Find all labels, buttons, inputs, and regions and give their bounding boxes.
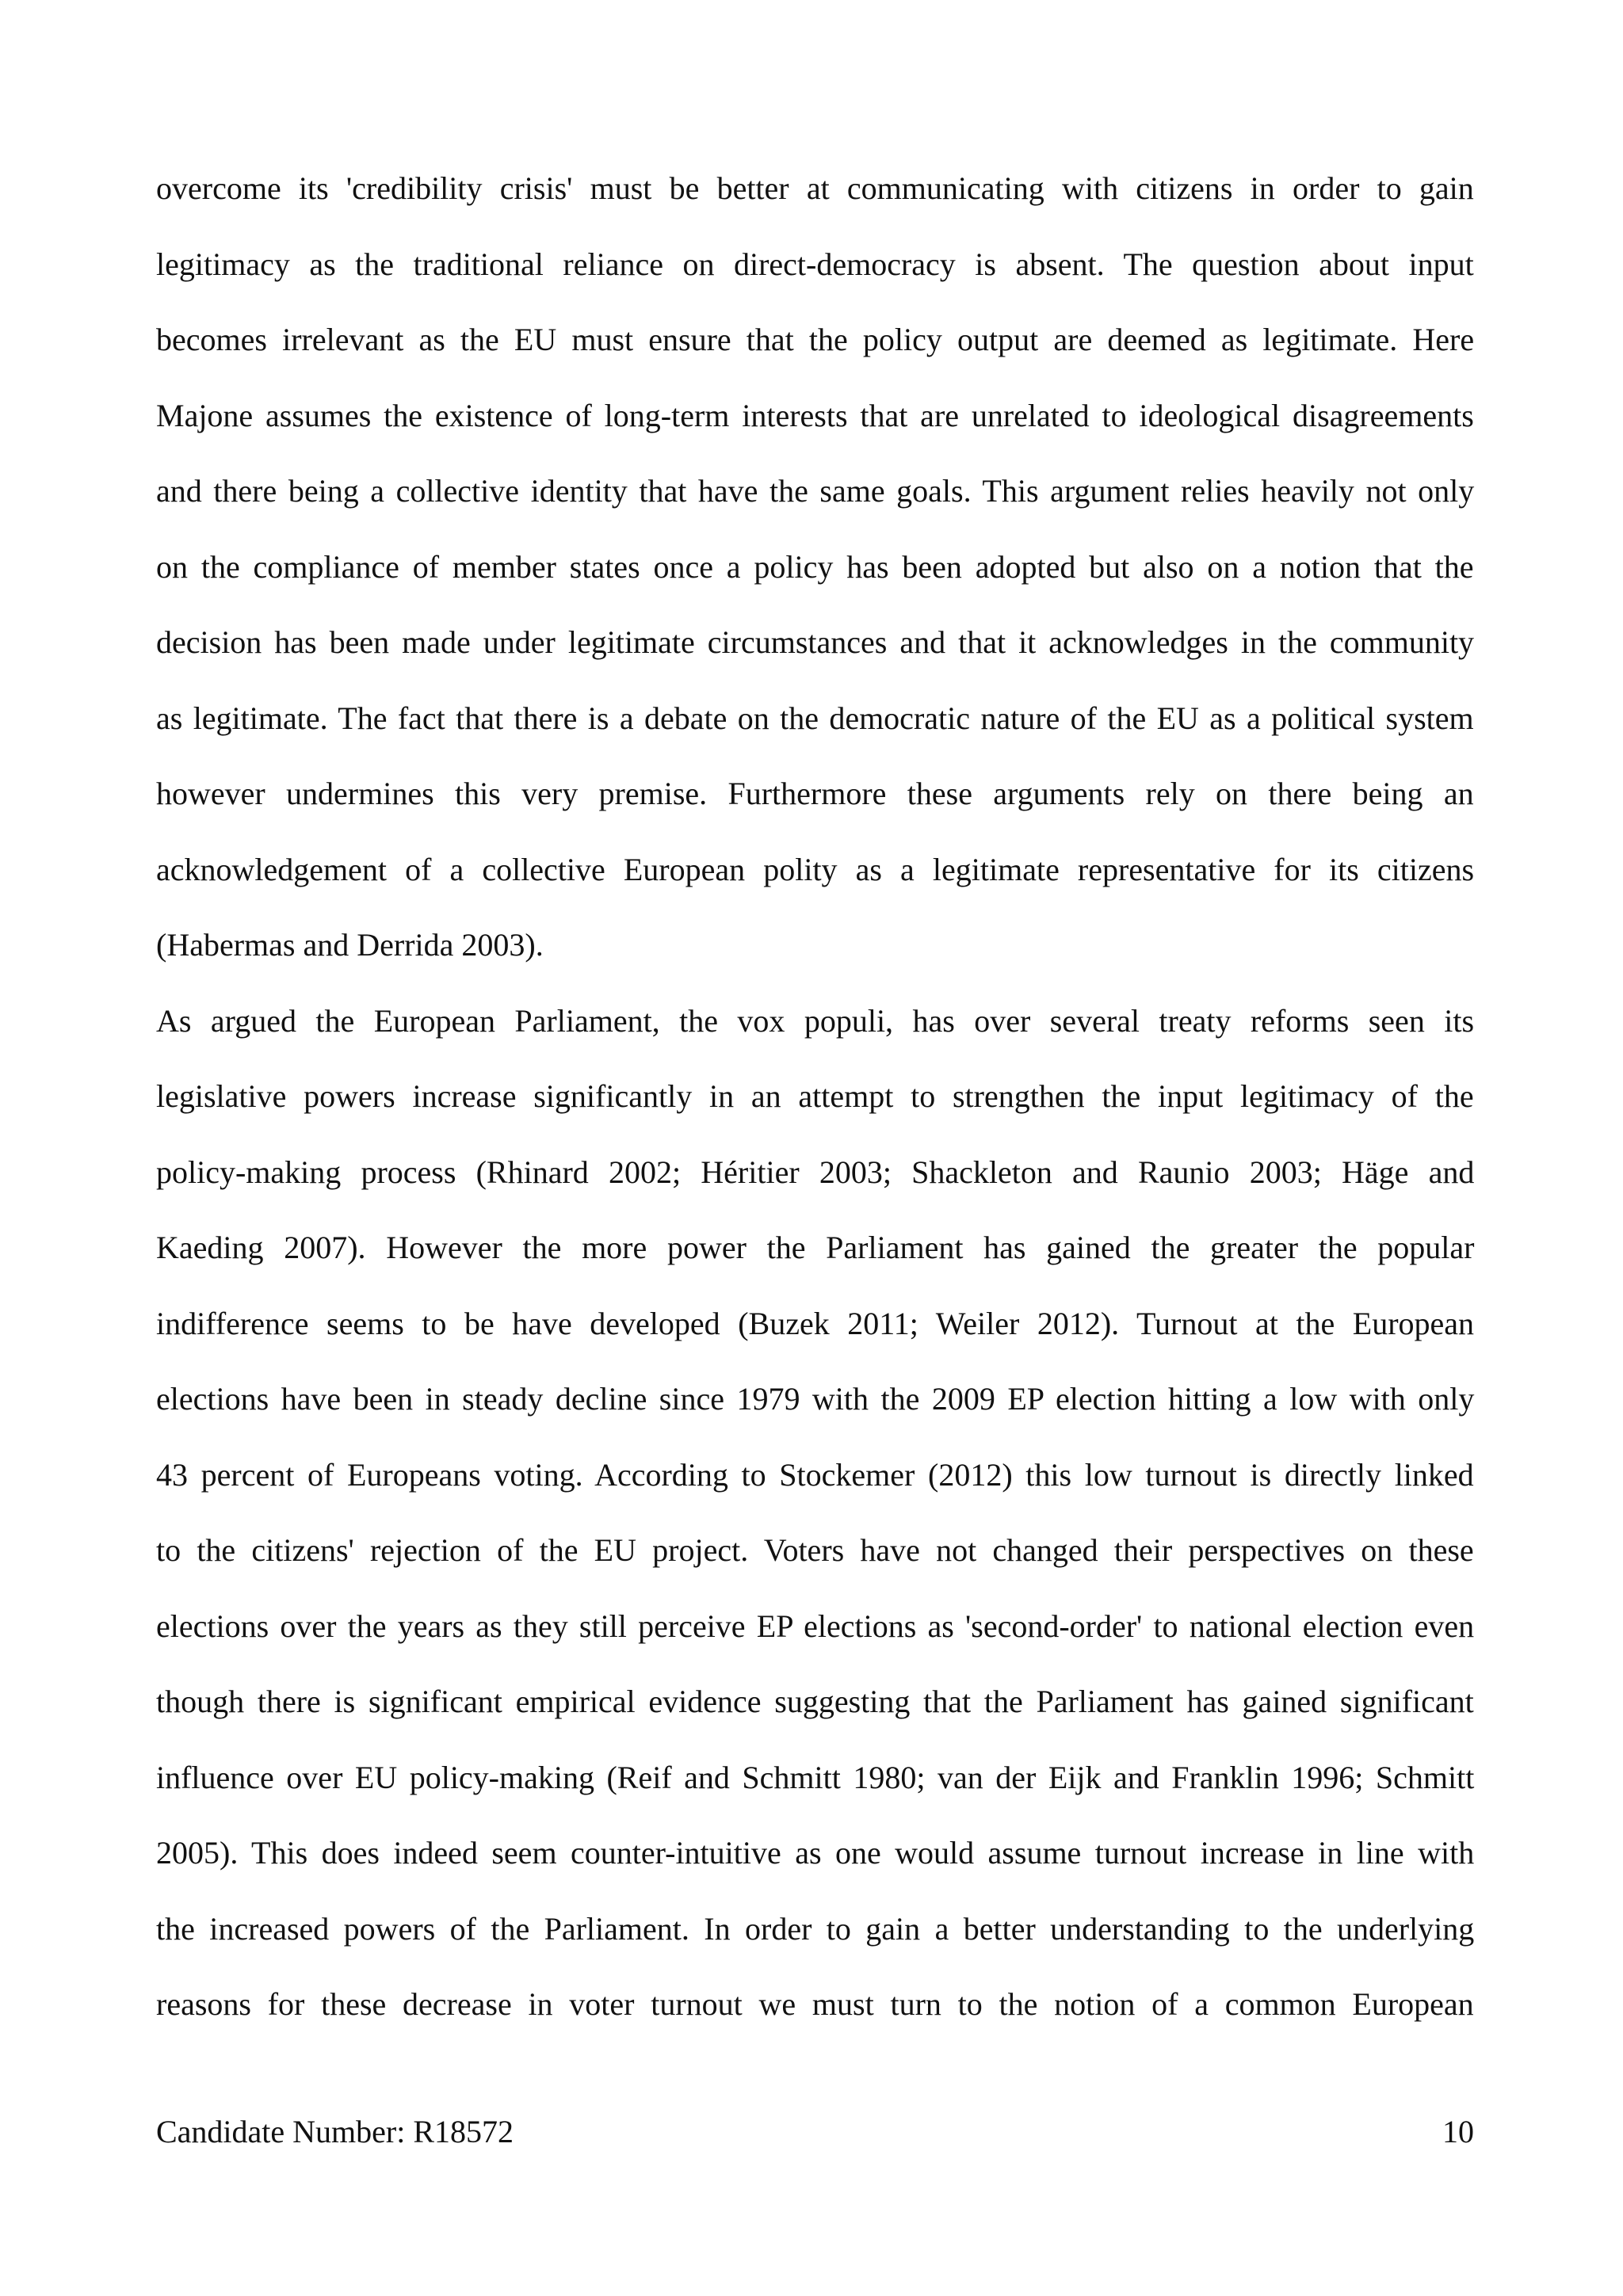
text-line: elections have been in steady decline since 1979 with the 2009 EP election hitting a low with only [156,1381,1475,1417]
text-line: decision has been made under legitimate circumstances and that it acknowledges in the community [156,624,1475,660]
text-line: As argued the European Parliament, the vox populi, has over several treaty reforms seen its [156,1002,1475,1039]
text-line: legislative powers increase significantly in an attempt to strengthen the input legitimacy of the [156,1078,1474,1114]
text-line: however undermines this very premise. Furthermore these arguments rely on there being an [156,776,1474,811]
paragraph-2 [156,983,1474,2042]
text-line: on the compliance of member states once a policy has been adopted but also on a notion that the [156,548,1474,585]
text-line: Majone assumes the existence of long-term interests that are unrelated to ideological disagreements [156,397,1474,433]
text-line: (Habermas and Derrida 2003). [156,927,544,963]
body-text [156,151,1474,2042]
page-footer [156,2107,1474,2155]
text-line: indifference seems to be have developed (Buzek 2011; Weiler 2012). Turnout at the European [156,1305,1475,1341]
text-line: elections over the years as they still perceive EP elections as 'second-order' to national election even [156,1608,1475,1644]
text-line: though there is significant empirical evidence suggesting that the Parliament has gained significant [156,1684,1474,1719]
text-line: legitimacy as the traditional reliance on direct-democracy is absent. The question about input [156,246,1474,282]
text-line: Kaeding 2007). However the more power the Parliament has gained the greater the popular [156,1230,1475,1265]
text-line: policy-making process (Rhinard 2002; Héritier 2003; Shackleton and Raunio 2003; Häge and [156,1154,1475,1190]
text-line: acknowledgement of a collective European polity as a legitimate representative for its citizens [156,851,1475,887]
paragraph-1 [156,151,1474,983]
text-line: and there being a collective identity that have the same goals. This argument relies heavily not only [156,473,1475,509]
page-number: 10 [1442,2113,1474,2149]
text-line: 43 percent of Europeans voting. According to Stockemer (2012) this low turnout is directly linked [156,1456,1474,1493]
text-line: overcome its 'credibility crisis' must be better at communicating with citizens in order to gain [156,170,1474,206]
text-line: becomes irrelevant as the EU must ensure that the policy output are deemed as legitimate. Here [156,322,1475,357]
text-line: 2005). This does indeed seem counter-intuitive as one would assume turnout increase in line with [156,1835,1475,1871]
text-line: reasons for these decrease in voter turnout we must turn to the notion of a common European [156,1986,1474,2022]
candidate-number: Candidate Number: R18572 [156,2113,514,2149]
text-line: to the citizens' rejection of the EU project. Voters have not changed their perspectives on these [156,1532,1474,1568]
text-line: as legitimate. The fact that there is a debate on the democratic nature of the EU as a political system [156,700,1474,736]
text-line: the increased powers of the Parliament. In order to gain a better understanding to the underlying [156,1910,1475,1947]
text-line: influence over EU policy-making (Reif and Schmitt 1980; van der Eijk and Franklin 1996; Schmitt [156,1759,1475,1795]
